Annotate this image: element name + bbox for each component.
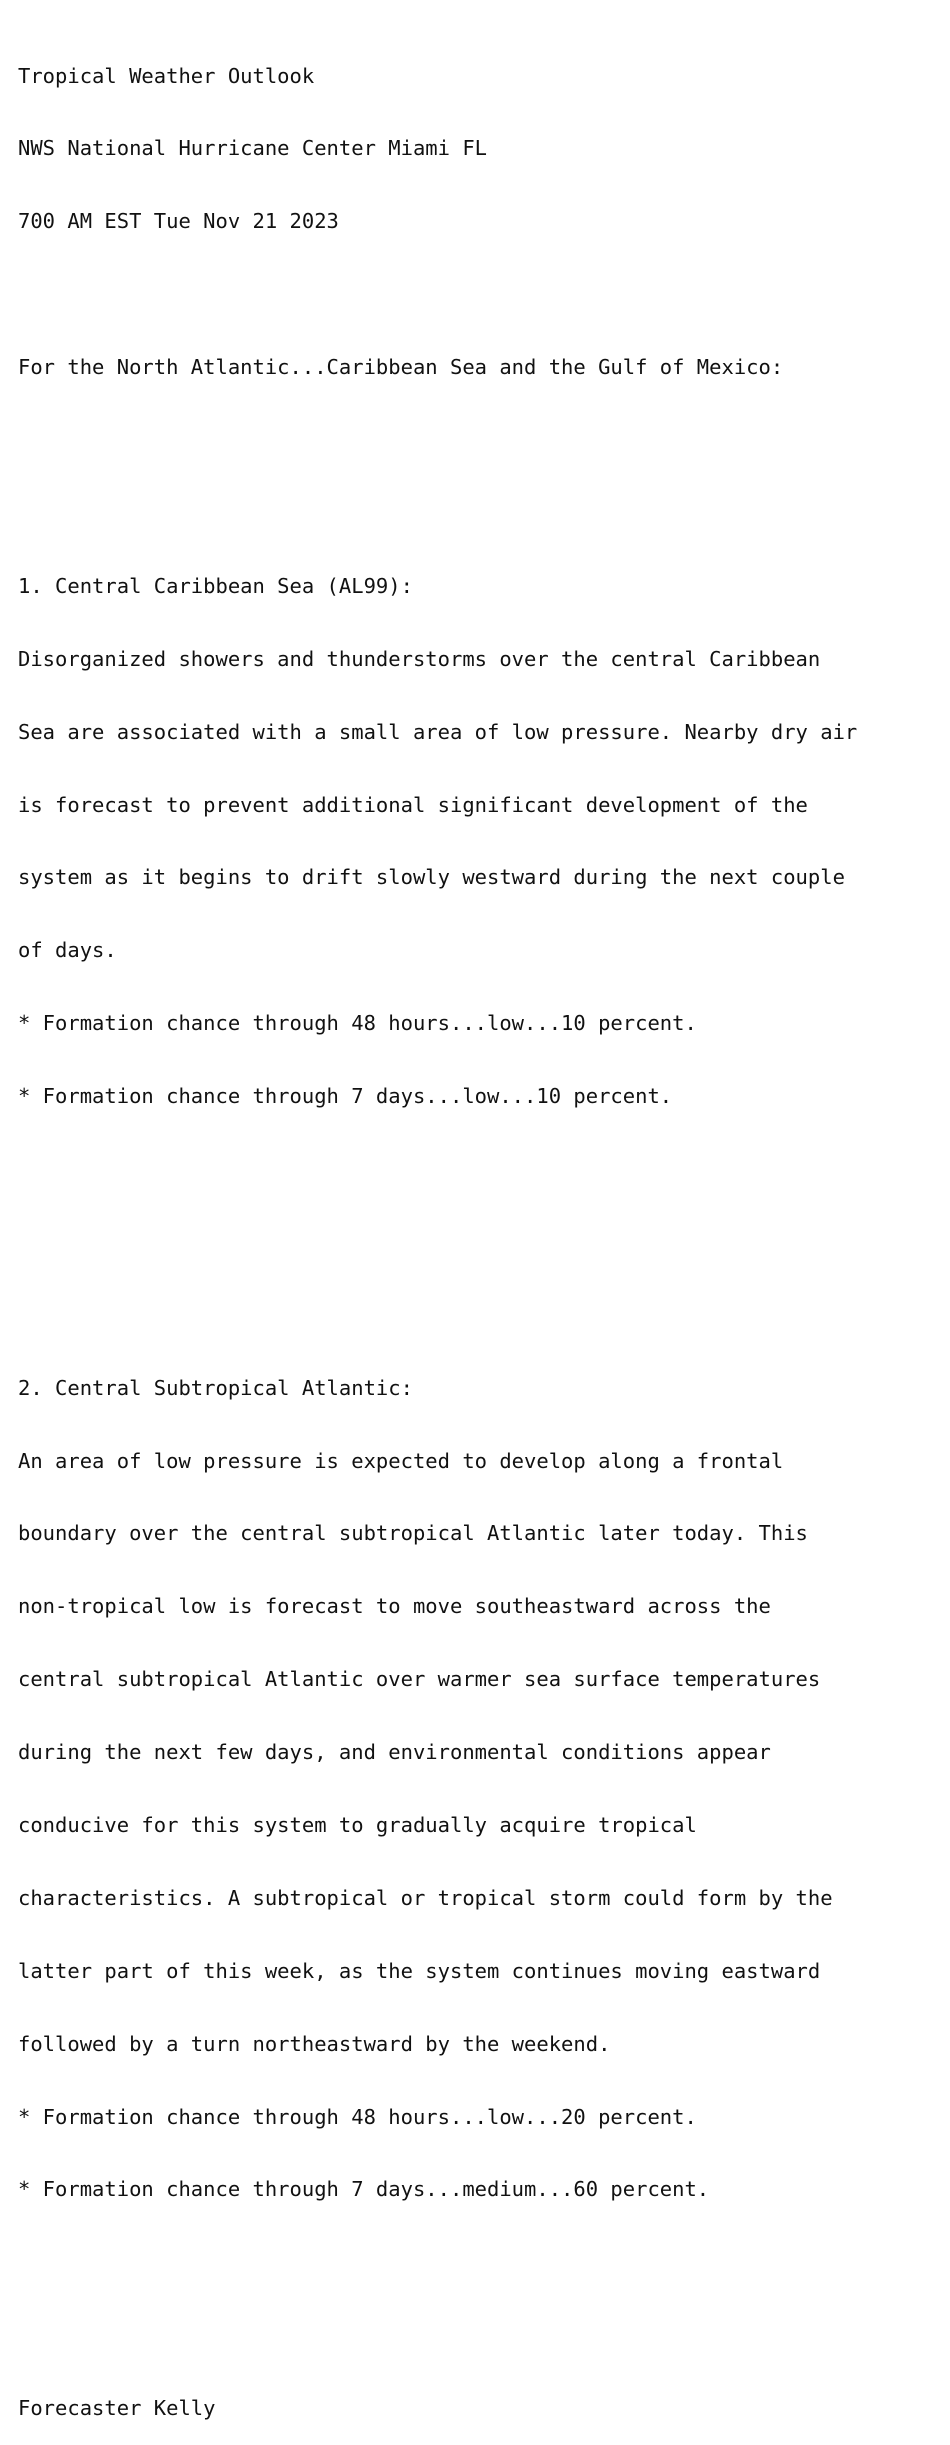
system-heading: 1. Central Caribbean Sea (AL99): (18, 573, 413, 598)
formation-chance-48h: * Formation chance through 48 hours...low...20 percent. (18, 2104, 697, 2129)
outlook-document (18, 15, 857, 2445)
system-section-1 (18, 525, 857, 1157)
formation-chance-48h: * Formation chance through 48 hours...low...10 percent. (18, 1011, 697, 1036)
issuing-office: NWS National Hurricane Center Miami FL (18, 136, 487, 161)
forecaster-signature: Forecaster Kelly (18, 2396, 216, 2421)
formation-chance-7d: * Formation chance through 7 days...medium...60 percent. (18, 2177, 710, 2202)
system-text-line: central subtropical Atlantic over warmer sea surface temperatures (18, 1667, 821, 1692)
system-heading: 2. Central Subtropical Atlantic: (18, 1375, 413, 1400)
system-text-line: non-tropical low is forecast to move southeastward across the (18, 1594, 771, 1619)
system-text-line: boundary over the central subtropical Atlantic later today. This (18, 1521, 808, 1546)
system-text-line: latter part of this week, as the system continues moving eastward (18, 1958, 821, 1983)
system-text-line: characteristics. A subtropical or tropical storm could form by the (18, 1885, 833, 1910)
issue-time: 700 AM EST Tue Nov 21 2023 (18, 209, 339, 234)
system-text-line: An area of low pressure is expected to develop along a frontal (18, 1448, 784, 1473)
system-text-line: system as it begins to drift slowly westward during the next couple (18, 865, 845, 890)
system-text-line: Disorganized showers and thunderstorms over the central Caribbean (18, 646, 821, 671)
system-text-line: during the next few days, and environmental conditions appear (18, 1740, 771, 1765)
system-text-line: of days. (18, 938, 117, 963)
blank-line (18, 1230, 857, 1254)
blank-line (18, 282, 857, 306)
system-text-line: Sea are associated with a small area of low pressure. Nearby dry air (18, 719, 858, 744)
region-intro: For the North Atlantic...Caribbean Sea and the Gulf of Mexico: (18, 355, 784, 380)
system-text-line: is forecast to prevent additional significant development of the (18, 792, 808, 817)
system-section-2 (18, 1327, 857, 2250)
document-title: Tropical Weather Outlook (18, 63, 315, 88)
system-text-line: followed by a turn northeastward by the weekend. (18, 2031, 611, 2056)
system-text-line: conducive for this system to gradually acquire tropical (18, 1812, 697, 1837)
formation-chance-7d: * Formation chance through 7 days...low...10 percent. (18, 1084, 673, 1109)
blank-line (18, 428, 857, 452)
blank-line (18, 2323, 857, 2347)
